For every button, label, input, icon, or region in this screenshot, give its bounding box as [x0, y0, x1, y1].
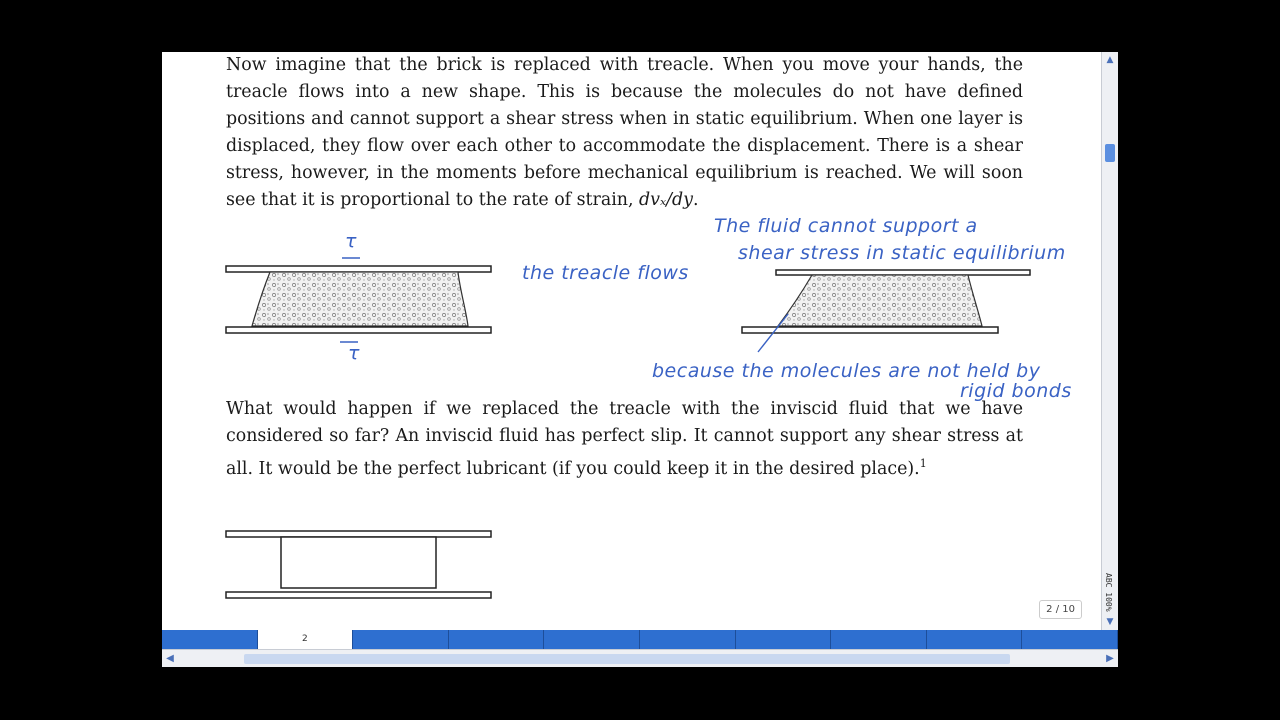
horizontal-scrollbar[interactable]: [162, 649, 1118, 667]
tau-bottom-annotation: τ: [348, 342, 360, 364]
treacle-blob-left: [252, 272, 468, 326]
scroll-left-icon[interactable]: ◀: [166, 653, 174, 664]
bottom-plate-right: [742, 327, 998, 333]
document-page: [162, 52, 1102, 630]
page-tab[interactable]: [831, 630, 927, 649]
page-tab[interactable]: [1022, 630, 1118, 649]
footnote-marker: 1: [919, 457, 927, 470]
paragraph-treacle-end: .: [693, 190, 699, 210]
page-tab[interactable]: [449, 630, 545, 649]
fluid-block: [281, 537, 436, 588]
treacle-figure-right: [742, 270, 1030, 352]
treacle-flows-annotation: the treacle flows: [522, 262, 689, 284]
page-tab[interactable]: [544, 630, 640, 649]
page-tabs: [162, 630, 1118, 649]
page-tab[interactable]: [927, 630, 1023, 649]
scroll-up-icon[interactable]: ▲: [1106, 55, 1114, 65]
inviscid-figure: [226, 531, 491, 598]
scroll-right-icon[interactable]: ▶: [1106, 653, 1114, 664]
molecules-note-line-2: rigid bonds: [960, 380, 1072, 402]
zoom-label: ABC 100%: [1104, 573, 1113, 612]
page-tab[interactable]: [353, 630, 449, 649]
paragraph-treacle-text: Now imagine that the brick is replaced with treacle. When you move your hands, the treacle flows into a new shape. This is because the molecules do not have defined positions and cannot support a shear stress when in static equilibrium. When one layer is displaced, they flow over each other to accommodate the displacement. There is a shear stress, however, in the moments before mechanical equilibrium is reached. We will soon see that it is proportional to the rate of strain,: [226, 55, 1023, 210]
top-plate-right: [776, 270, 1030, 275]
page-tab[interactable]: [640, 630, 736, 649]
molecules-note-line-1: because the molecules are not held by: [652, 360, 1041, 382]
top-plate-left: [226, 266, 491, 272]
fluid-note-line-1: The fluid cannot support a: [714, 215, 978, 237]
paragraph-inviscid-text: What would happen if we replaced the treacle with the inviscid fluid that we have considered so far? An inviscid fluid has perfect slip. It cannot support any shear stress at all. It would be the perfect lubricant (if you could keep it in the desired place).: [226, 399, 1023, 479]
strain-rate-expression: dvₓ/dy: [639, 190, 693, 210]
treacle-figure-left: [226, 258, 491, 342]
page-indicator: 2 / 10: [1039, 600, 1082, 619]
top-plate-inviscid: [226, 531, 491, 537]
page-tab-active[interactable]: 2: [258, 630, 354, 649]
bottom-plate-inviscid: [226, 592, 491, 598]
figures-layer: [162, 52, 1102, 630]
vertical-scroll-thumb[interactable]: [1105, 144, 1115, 162]
pdf-viewer: [162, 52, 1118, 667]
page-tab[interactable]: [736, 630, 832, 649]
vertical-scrollbar[interactable]: [1101, 52, 1118, 630]
bottom-plate-left: [226, 327, 491, 333]
tau-top-annotation: τ: [345, 230, 357, 252]
scroll-down-icon[interactable]: ▼: [1106, 617, 1114, 627]
treacle-blob-right: [778, 275, 982, 326]
horizontal-scroll-thumb[interactable]: [244, 654, 1010, 664]
page-tab[interactable]: [162, 630, 258, 649]
fluid-note-line-2: shear stress in static equilibrium: [738, 242, 1066, 264]
